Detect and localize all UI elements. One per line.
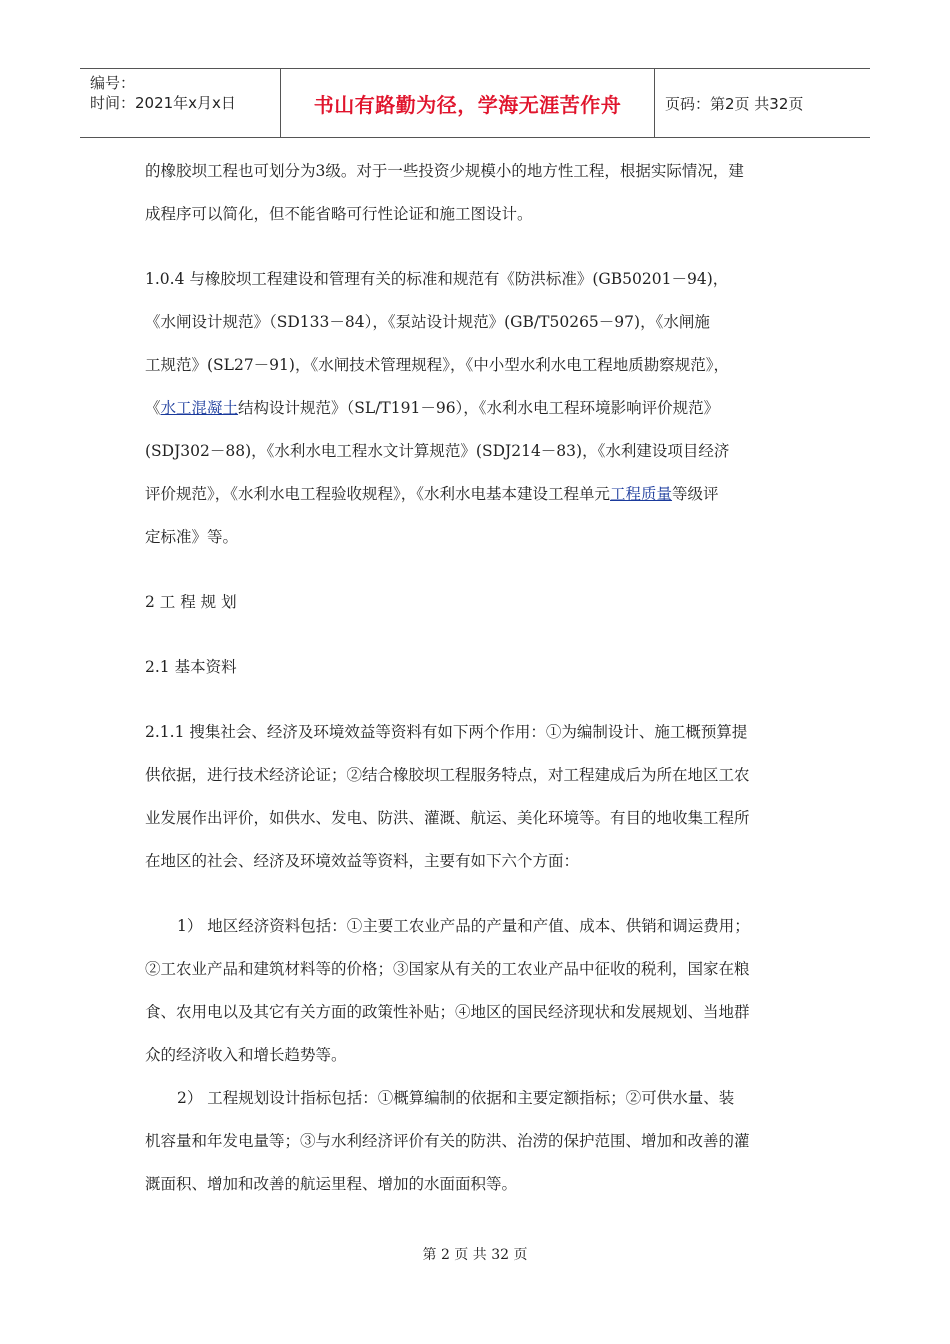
text-line: 评价规范》，《水利水电工程验收规程》，《水利水电基本建设工程单元工程质量等级评 xyxy=(145,485,719,503)
page-header xyxy=(80,68,870,138)
text-line: 业发展作出评价，如供水、发电、防洪、灌溉、航运、美化环境等。有目的地收集工程所 xyxy=(145,809,750,827)
link-quality[interactable]: 工程质量 xyxy=(610,485,673,503)
text-line: 食、农用电以及其它有关方面的政策性补贴；④地区的国民经济现状和发展规划、当地群 xyxy=(145,1003,750,1021)
text-line: (SDJ302－88)，《水利水电工程水文计算规范》(SDJ214－83)，《水利建设项目经济 xyxy=(145,442,730,460)
text-line: 在地区的社会、经济及环境效益等资料，主要有如下六个方面： xyxy=(145,852,580,870)
text-line: 的橡胶坝工程也可划分为3级。对于一些投资少规模小的地方性工程，根据实际情况，建 xyxy=(145,162,744,180)
text-line: 1.0.4 与橡胶坝工程建设和管理有关的标准和规范有《防洪标准》(GB50201－94)， xyxy=(145,270,729,288)
text-line: 供依据，进行技术经济论证；②结合橡胶坝工程服务特点，对工程建成后为所在地区工农 xyxy=(145,766,750,784)
section-heading: 2 工 程 规 划 xyxy=(145,593,237,611)
document-body xyxy=(145,150,810,1206)
header-page-info: 页码：第2页 共32页 xyxy=(665,94,804,113)
header-motto: 书山有路勤为径，学海无涯苦作舟 xyxy=(281,69,655,137)
text-line: 机容量和年发电量等；③与水利经济评价有关的防洪、治涝的保护范围、增加和改善的灌 xyxy=(145,1132,750,1150)
text-line: 溉面积、增加和改善的航运里程、增加的水面面积等。 xyxy=(145,1175,518,1193)
text-line: 成程序可以简化，但不能省略可行性论证和施工图设计。 xyxy=(145,205,533,223)
subsection-heading: 2.1 基本资料 xyxy=(145,658,237,676)
text-line: 2.1.1 搜集社会、经济及环境效益等资料有如下两个作用：①为编制设计、施工概预算提 xyxy=(145,723,748,741)
text-line: ②工农业产品和建筑材料等的价格；③国家从有关的工农业产品中征收的税利，国家在粮 xyxy=(145,960,750,978)
text-line: 《水工混凝土结构设计规范》（SL/T191－96），《水利水电工程环境影响评价规范》 xyxy=(145,399,720,417)
text-line: 1） 地区经济资料包括：①主要工农业产品的产量和产值、成本、供销和调运费用； xyxy=(177,917,750,935)
text-line: 工规范》(SL27－91)，《水闸技术管理规程》，《中小型水利水电工程地质勘察规范》， xyxy=(145,356,729,374)
link-concrete[interactable]: 水工混凝土 xyxy=(160,399,239,417)
page-footer: 第 2 页 共 32 页 xyxy=(422,1247,528,1263)
number-label: 编号： xyxy=(90,74,136,92)
text-line: 2） 工程规划设计指标包括：①概算编制的依据和主要定额指标；②可供水量、装 xyxy=(177,1089,735,1107)
text-line: 定标准》等。 xyxy=(145,528,239,546)
time-label: 时间：2021年x月x日 xyxy=(90,94,236,112)
text-line: 《水闸设计规范》（SD133－84），《泵站设计规范》(GB/T50265－97)，《水闸施 xyxy=(145,313,710,331)
text-line: 众的经济收入和增长趋势等。 xyxy=(145,1046,347,1064)
header-meta xyxy=(80,69,281,137)
